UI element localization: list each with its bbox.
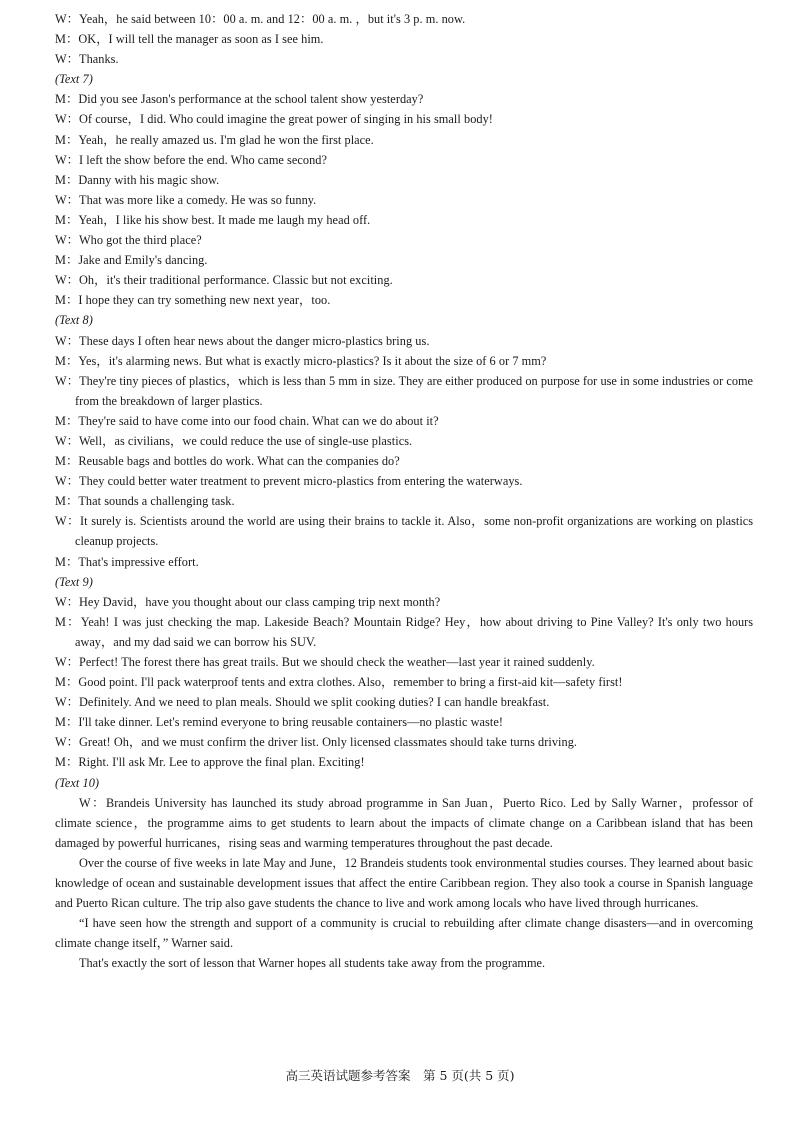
text-8-heading: (Text 8) [55,313,93,328]
dialogue-line: M：Danny with his magic show. [55,172,220,187]
dialogue-line: W：Yeah，he said between 10：00 a. m. and 12：00 a. m. ，but it's 3 p. m. now. [55,12,466,26]
dialogue-line: M：Right. I'll ask Mr. Lee to approve the final plan. Exciting! [55,755,365,770]
dialogue-line: W：Great! Oh，and we must confirm the driver list. Only licensed classmates should take turns driving. [55,735,578,750]
dialogue-line: W：Well，as civilians，we could reduce the use of single-use plastics. [55,433,413,448]
dialogue-line: M：That's impressive effort. [55,554,199,569]
transcript-body [55,9,753,974]
monologue-paragraph: Over the course of five weeks in late May and June，12 Brandeis students took environmental studies courses. They learned about basic knowledge of ocean and sustainable development issues that affect the entire Caribbean region. They also took a course in Spanish language and Puerto Rican culture. The trip also gave students the chance to live and work among locals who have lived through hurricanes. [55,855,753,911]
dialogue-line: W：It surely is. Scientists around the world are using their brains to tackle it. Also，some non-profit organizations are working on plastics cleanup projects. [55,514,753,549]
monologue-paragraph: W：Brandeis University has launched its study abroad programme in San Juan，Puerto Rico. Led by Sally Warner，professor of climate science，the programme aims to get students to learn about the impacts of climate change on a Caribbean island that has been damaged by powerful hurricanes，rising seas and warming temperatures throughout the past decade. [55,795,753,850]
dialogue-line: W：They could better water treatment to prevent micro-plastics from entering the waterways. [55,474,523,489]
dialogue-line: M：OK，I will tell the manager as soon as I see him. [55,32,324,47]
dialogue-line: W：Perfect! The forest there has great trails. But we should check the weather—last year it rained suddenly. [55,655,595,669]
dialogue-line: W：They're tiny pieces of plastics，which is less than 5 mm in size. They are either produced on purpose for use in some industries or come from the breakdown of larger plastics. [55,373,753,408]
dialogue-line: W：Thanks. [55,52,119,67]
dialogue-line: W：Who got the third place? [55,233,202,248]
monologue-paragraph: That's exactly the sort of lesson that Warner hopes all students take away from the programme. [79,956,546,971]
dialogue-line: M：They're said to have come into our food chain. What can we do about it? [55,413,439,428]
dialogue-line: W：These days I often hear news about the danger micro-plastics bring us. [55,333,430,348]
dialogue-line: M：That sounds a challenging task. [55,494,235,509]
dialogue-line: M：Good point. I'll pack waterproof tents and extra clothes. Also，remember to bring a first-aid kit—safety first! [55,675,623,690]
dialogue-line: M：Did you see Jason's performance at the school talent show yesterday? [55,92,424,107]
dialogue-line: W：Definitely. And we need to plan meals. Should we split cooking duties? I can handle breakfast. [55,695,550,710]
dialogue-line: W：Oh，it's their traditional performance. Classic but not exciting. [55,273,393,288]
text-10-heading: (Text 10) [55,775,100,790]
dialogue-line: M：Yeah! I was just checking the map. Lakeside Beach? Mountain Ridge? Hey，how about driving to Pine Valley? It's only two hours away，and my dad said we can borrow his SUV. [55,614,753,649]
dialogue-line: W：That was more like a comedy. He was so funny. [55,192,317,207]
dialogue-line: W：I left the show before the end. Who came second? [55,152,328,167]
dialogue-line: M：Reusable bags and bottles do work. What can the companies do? [55,454,400,469]
dialogue-line: M：Yeah，he really amazed us. I'm glad he won the first place. [55,132,374,147]
dialogue-line: W：Of course，I did. Who could imagine the great power of singing in his small body! [55,112,493,127]
dialogue-line: M：Jake and Emily's dancing. [55,253,208,268]
dialogue-line: M：I'll take dinner. Let's remind everyone to bring reusable containers—no plastic waste! [55,715,503,730]
dialogue-line: M：Yeah，I like his show best. It made me laugh my head off. [55,212,371,227]
dialogue-line: W：Hey David，have you thought about our class camping trip next month? [55,594,441,609]
dialogue-line: M：Yes，it's alarming news. But what is exactly micro-plastics? Is it about the size of 6 or 7 mm? [55,353,547,368]
text-7-heading: (Text 7) [55,72,93,87]
monologue-paragraph: “I have seen how the strength and support of a community is crucial to rebuilding after climate change disasters—and in overcoming climate change itself，” Warner said. [55,916,753,951]
dialogue-line: M：I hope they can try something new next year，too. [55,293,331,308]
page-footer: 高三英语试题参考答案 第 5 页(共 5 页) [285,1068,515,1083]
text-9-heading: (Text 9) [55,574,93,589]
